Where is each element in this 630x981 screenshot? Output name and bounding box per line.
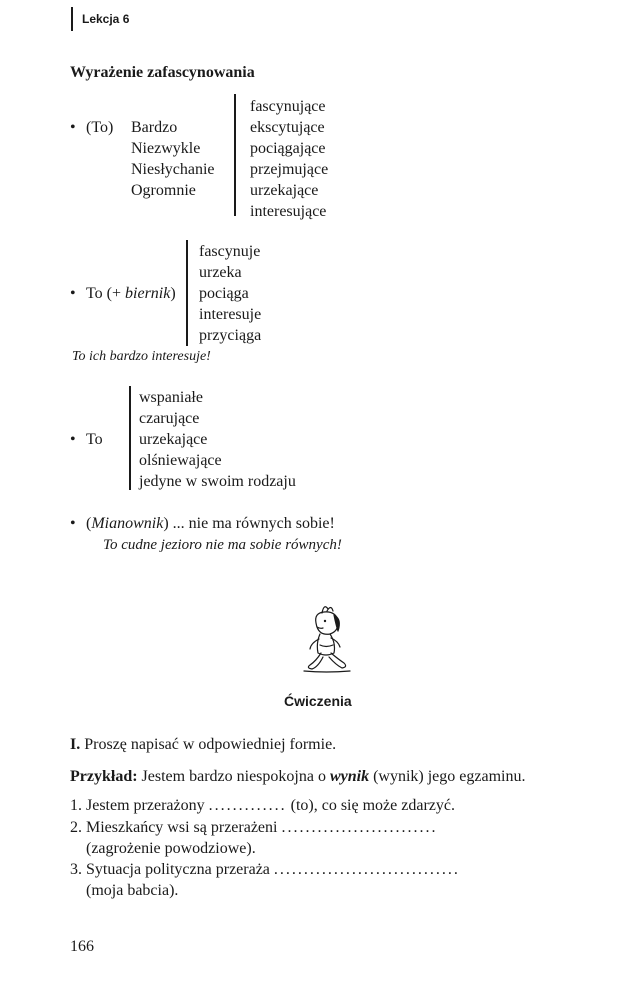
block4-rest: ... nie ma równych sobie!	[168, 515, 335, 532]
answer-blank[interactable]: .............	[208, 797, 287, 814]
adjective: ekscytujące	[250, 119, 325, 136]
adjective: urzekające	[139, 431, 208, 448]
block1-divider	[234, 94, 236, 216]
adjective: interesujące	[250, 203, 327, 220]
adjective: urzekające	[250, 182, 319, 199]
adverb: Ogromnie	[131, 182, 196, 199]
block2-case-open: (+	[106, 285, 126, 302]
example-answer: wynik	[329, 768, 370, 785]
block1-adverbs	[131, 117, 215, 201]
adjective: jedyne w swoim rodzaju	[139, 473, 296, 490]
exercises-title: Ćwiczenia	[284, 693, 352, 709]
block1-prefix: (To)	[86, 119, 114, 136]
block2-to: To	[86, 285, 103, 302]
block2-divider	[186, 240, 188, 346]
adjective: wspaniałe	[139, 389, 203, 406]
exercise-instruction	[70, 734, 336, 755]
block4-open: (	[86, 515, 92, 532]
block1-bullet: •	[70, 119, 76, 136]
adjective: przejmujące	[250, 161, 329, 178]
block3-divider	[129, 386, 131, 490]
verb: urzeka	[199, 264, 242, 281]
example-pre: Jestem bardzo niespokojna o	[137, 768, 330, 785]
block4-example: To cudne jezioro nie ma sobie równych!	[103, 537, 342, 553]
cartoon-animal-illustration	[296, 601, 356, 675]
block4-bullet: •	[70, 515, 76, 532]
page-number: 166	[70, 938, 94, 955]
exercise-item-3	[70, 859, 460, 880]
adjective: olśniewające	[139, 452, 222, 469]
exercise-instruction-text: Proszę napisać w odpowiedniej formie.	[84, 736, 337, 753]
adverb: Bardzo	[131, 119, 178, 136]
exercise-number: I.	[70, 736, 81, 753]
section-title: Wyrażenie zafascynowania	[70, 64, 255, 81]
example-label: Przykład:	[70, 768, 138, 785]
block2-verbs	[199, 241, 261, 346]
exercise-item-1	[70, 795, 455, 816]
answer-blank[interactable]: ..........................	[281, 819, 438, 836]
adverb: Niezwykle	[131, 140, 201, 157]
verb: interesuje	[199, 306, 262, 323]
block4-line	[86, 513, 335, 534]
item-text: 2. Mieszkańcy wsi są przerażeni	[70, 819, 278, 836]
block2-case-note: biernik	[125, 285, 171, 302]
verb: przyciąga	[199, 327, 262, 344]
block4-close: )	[163, 515, 169, 532]
block2-prefix	[86, 283, 176, 304]
verb: fascynuje	[199, 243, 261, 260]
answer-blank[interactable]: ...............................	[273, 861, 460, 878]
adjective: fascynujące	[250, 98, 326, 115]
block2-example: To ich bardzo interesuje!	[72, 349, 211, 364]
adverb: Niesłychanie	[131, 161, 215, 178]
verb: pociąga	[199, 285, 249, 302]
block3-prefix: To	[86, 431, 103, 448]
exercise-item-2-cont: (zagrożenie powodziowe).	[86, 840, 256, 857]
header-rule	[71, 7, 73, 31]
exercise-item-2	[70, 817, 437, 838]
block2-case-close: )	[170, 285, 176, 302]
item-text: 3. Sytuacja polityczna przeraża	[70, 861, 270, 878]
item-text: 1. Jestem przerażony	[70, 797, 205, 814]
lesson-header: Lekcja 6	[82, 12, 130, 26]
block2-bullet: •	[70, 285, 76, 302]
exercise-example	[70, 766, 525, 787]
block4-case-note: Mianownik	[91, 515, 164, 532]
item-text: (to), co się może zdarzyć.	[290, 797, 455, 814]
example-post: (wynik) jego egzaminu.	[369, 768, 526, 785]
block1-adjectives	[250, 96, 328, 222]
exercise-item-3-cont: (moja babcia).	[86, 882, 179, 899]
block3-adjectives	[139, 387, 296, 492]
adjective: czarujące	[139, 410, 200, 427]
adjective: pociągające	[250, 140, 326, 157]
block3-bullet: •	[70, 431, 76, 448]
